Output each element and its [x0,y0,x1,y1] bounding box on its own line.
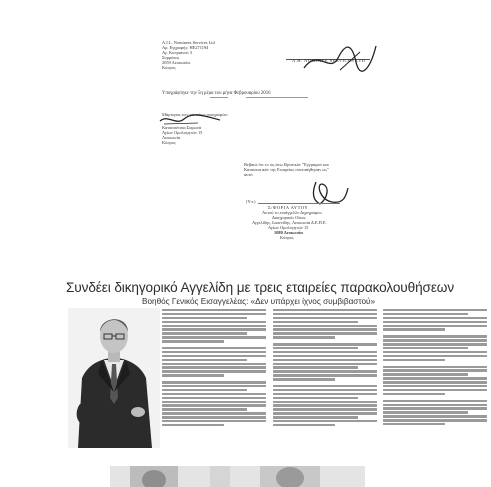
man-portrait-image [68,308,160,448]
law-office-postcode: 1080 Λευκωσία [274,230,303,235]
company-reg-number: Αρ. Εγγραφής: ΗΕ271194 [162,45,209,50]
law-office-country: Κύπρος [280,235,294,240]
company-area: Συρμάτος [162,55,180,60]
company-name: A.I.L. Nominees Services Ltd [162,40,215,45]
article-column-3 [383,309,487,445]
law-office-street: Αγίων Ομολογητών 15 [268,225,309,230]
lawyer-sign-prefix: (Υπ.) [246,199,256,204]
portrait-photo [68,308,160,448]
certification-line-2: Καταστατικόν της Εταιρείας συνεπάγθησαν ως" [244,167,329,172]
company-country: Κύπρος [162,65,176,70]
people-photo-image [110,466,365,487]
article-column-1 [162,309,266,445]
company-street: Αγ. Κυπριανού 3 [162,50,192,55]
date-underline [210,97,228,98]
month-underline [246,97,308,98]
witness-name: Κατασσέτσια Σαμωνά [162,125,202,130]
signed-date-line: Υπογράφτηκε την 5η μέρα του μήνα Φεβρουαρίου 2016 [162,91,271,96]
article-subheadline: Βοηθός Γενικός Εισαγγελέας: «Δεν υπάρχει ίχνος συμβιβαστού» [142,297,376,306]
witness-street: Αγίων Ομολογητών 15 [162,130,203,135]
lawyer-name: Σ/ΦΟΡΙΑ ΑΥΤΟΥ [268,205,309,210]
law-office-name: Αγγελίδης, Ιωαννίδης, Λευκωσία Δ.Ε.Π.Ε. [252,220,327,225]
article-headline: Συνδέει δικηγορικό Αγγελίδη με τρεις εταιρείες παρακολουθήσεων [66,280,455,295]
witness-city: Λευκωσία [162,135,181,140]
certification-line-3: αυτό. [244,172,254,177]
certification-line-1: Βεβαιώ ότι το ώς άνω Ιδρυτικόν "Έγγραφον και [244,162,329,167]
company-city: 2059 Λευκωσία. [162,60,191,65]
lawyer-signature-line [258,203,340,204]
company-signature-stamp: A.H. NOMINEE SERVICES LTD [292,58,366,63]
law-office-label: Δικηγορικός Οίκος [272,215,306,220]
lawyer-title: Αυτού το εισάγγελλο Διχογράφου [262,210,322,215]
witness-intro: Μάρτυρας των πιο πάνω υπογραφών: [162,112,229,117]
witness-country: Κύπρος [162,140,176,145]
bottom-photo-strip [110,466,365,487]
scanned-legal-document [150,0,400,255]
article-column-2 [273,309,377,445]
company-signature-icon [300,40,380,76]
